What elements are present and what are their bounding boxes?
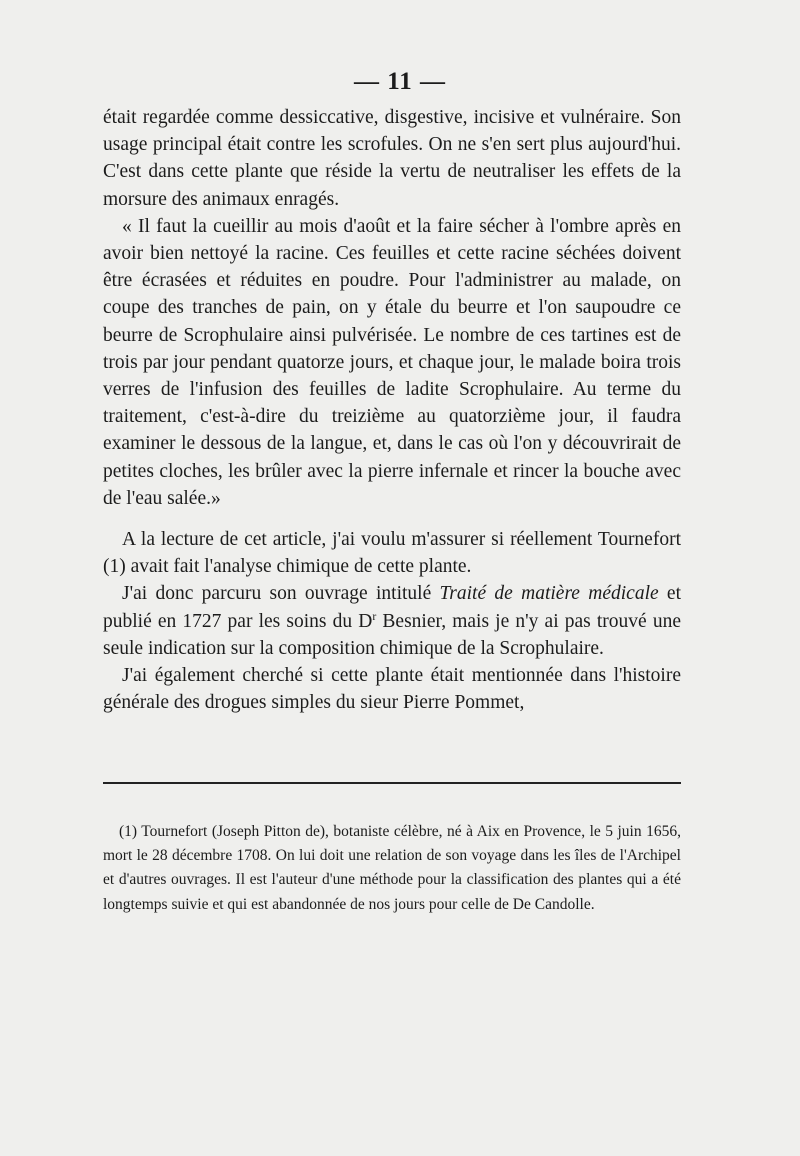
book-title: Traité de matière médicale bbox=[439, 583, 659, 605]
footnote-divider bbox=[103, 782, 681, 784]
paragraph-4-text-a: J'ai donc parcuru son ouvrage intitulé bbox=[122, 583, 440, 605]
paragraph-1: était regardée comme dessiccative, disgestive, incisive et vulnéraire. Son usage principal était contre les scrofules. On ne s'en sert plus aujourd'hui. C'est dans cette plante que réside la vertu de neutraliser les effets de la morsure des animaux enragés. bbox=[103, 107, 681, 210]
paragraph-3: A la lecture de cet article, j'ai voulu m'assurer si réellement Tournefort (1) avait fait l'analyse chimique de cette plante. bbox=[103, 529, 681, 578]
paragraph-2-quote: « Il faut la cueillir au mois d'août et la faire sécher à l'ombre après en avoir bien nettoyé la racine. Ces feuilles et cette racine séchées doivent être écrasées et réduites en poudre. Pour l'administrer au malade, on coupe des tranches de pain, on y étale du beurre et l'on saupoudre ce beurre de Scrophulaire ainsi pulvérisée. Le nombre de ces tartines est de trois par jour pendant quatorze jours, et chaque jour, le malade boira trois verres de l'infusion des feuilles de ladite Scrophulaire. Au terme du traitement, c'est-à-dire du treizième au quatorzième jour, il faudra examiner le dessous de la langue, et, dans le cas où l'on y découvrirait de petites cloches, les brûler avec la pierre infernale et rincer la bouche avec de l'eau salée.» bbox=[103, 215, 681, 509]
paragraph-5: J'ai également cherché si cette plante était mentionnée dans l'histoire générale des drogues simples du sieur Pierre Pommet, bbox=[103, 665, 681, 714]
paragraph-4-text-c: Besnier, mais je n'y ai pas trouvé une seule indication sur la composition chimique de la Scrophulaire. bbox=[103, 610, 681, 659]
paragraph-4-text-b: et publié en 1727 par les soins du D bbox=[103, 583, 682, 632]
footnote: (1) Tournefort (Joseph Pitton de), botaniste célèbre, né à Aix en Provence, le 5 juin 1656, mort le 28 décembre 1708. On lui doit une relation de son voyage dans les îles de l'Archipel et d'autres ouvrages. Il est l'auteur d'une méthode pour la classification des plantes qui a été longtemps suivie et qui est abandonnée de nos jours pour celle de De Candolle. bbox=[103, 823, 681, 913]
body-text bbox=[103, 104, 681, 716]
doctor-superscript: r bbox=[372, 609, 377, 623]
paragraph-4 bbox=[103, 580, 681, 662]
page-number: — 11 — bbox=[353, 68, 447, 95]
